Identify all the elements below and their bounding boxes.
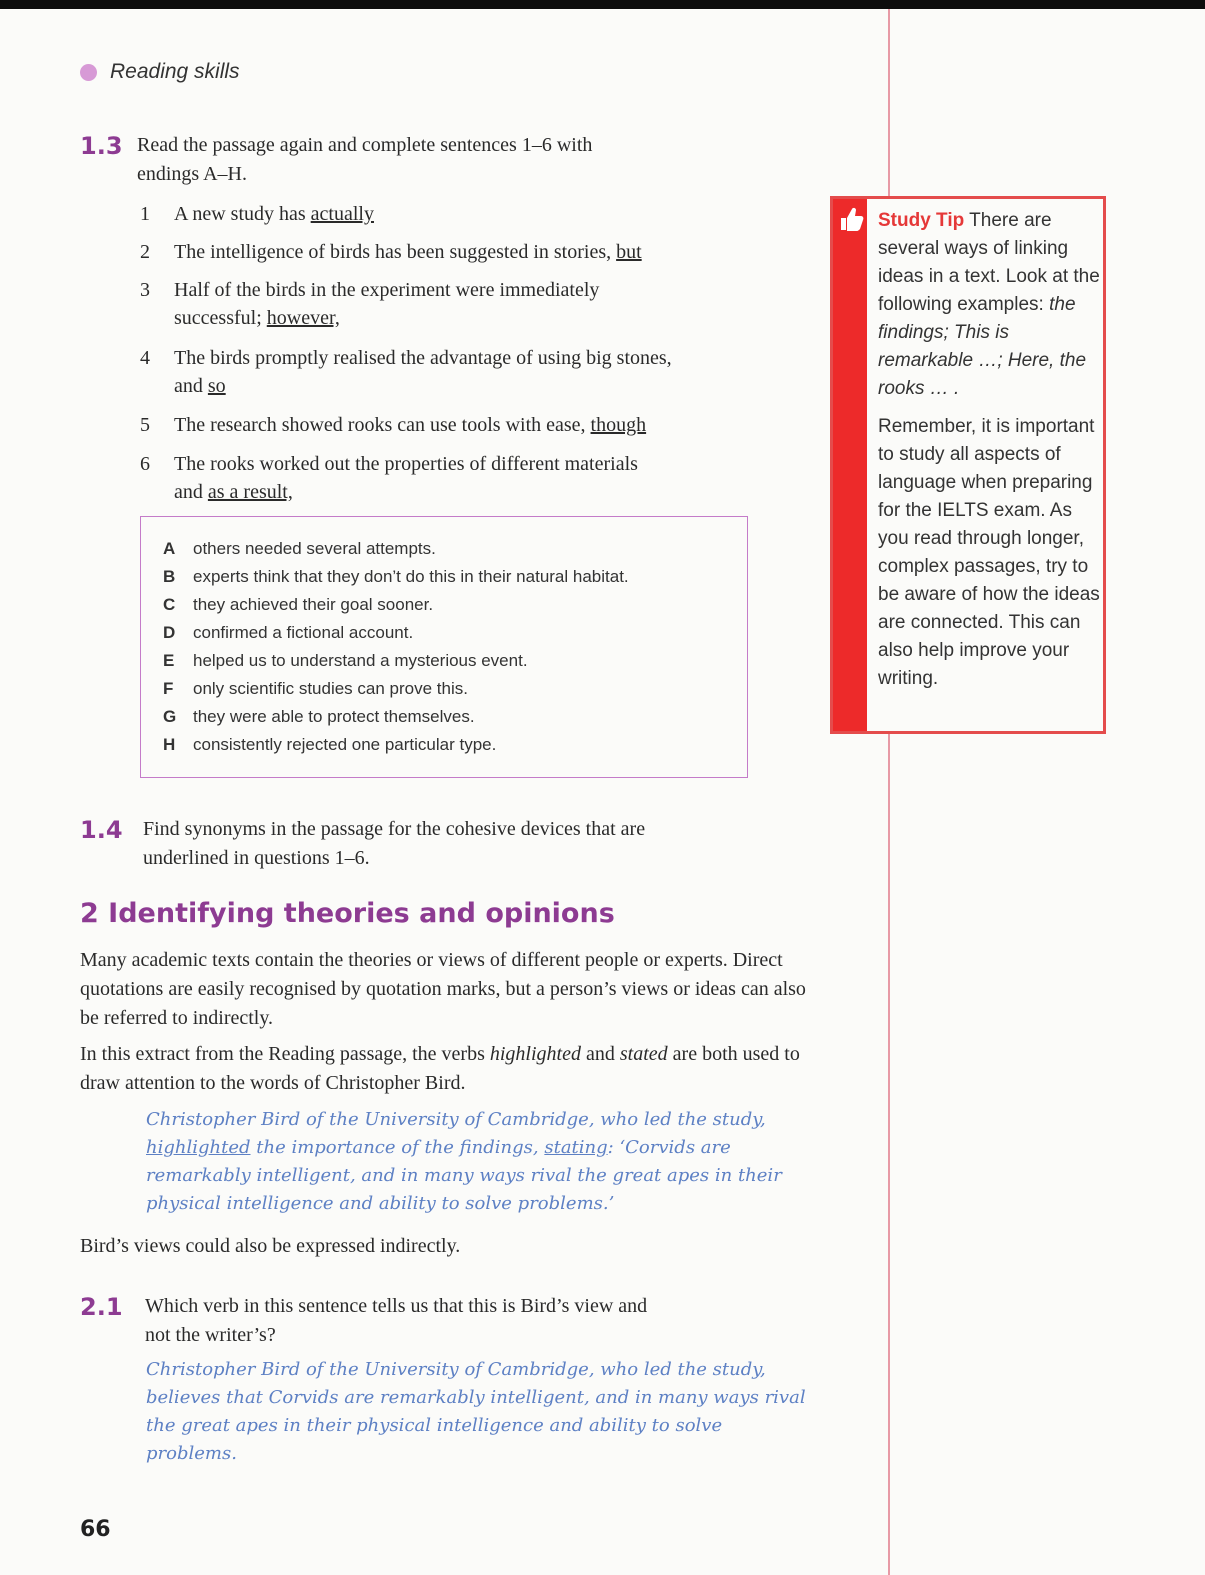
prompt-line: endings A–H. <box>137 163 247 185</box>
item-number: 5 <box>140 414 150 436</box>
bird-quote: Christopher Bird of the University of Cambridge, who led the study, highlighted the importance of the findings, stating: ‘Corvids are remarkably intelligent, and in many ways rival the great apes in their physical intelligence and ability to solve problems.’ <box>146 1109 782 1214</box>
study-tip-bar <box>833 199 867 731</box>
ending-item: A others needed several attempts. <box>163 539 436 558</box>
question-number-1-4: 1.4 <box>80 816 123 844</box>
study-tip-title: Study Tip <box>878 210 965 231</box>
ending-item: H consistently rejected one particular type. <box>163 735 497 754</box>
ending-item: B experts think that they don’t do this in their natural habitat. <box>163 567 629 586</box>
stating-verb: stating <box>544 1137 608 1158</box>
endings-box <box>140 516 748 778</box>
ending-item: C they achieved their goal sooner. <box>163 595 434 614</box>
item-number: 3 <box>140 279 150 301</box>
underlined-device: however, <box>266 307 340 329</box>
extract-paragraph: In this extract from the Reading passage, the verbs highlighted and stated are both used to draw attention to the words of Christopher Bird. <box>80 1043 800 1094</box>
ending-item: F only scientific studies can prove this. <box>163 679 468 698</box>
underlined-device: but <box>616 241 642 263</box>
prompt-line: underlined in questions 1–6. <box>143 847 370 869</box>
ending-item: E helped us to understand a mysterious event. <box>163 651 528 670</box>
item-text: A new study has actually <box>174 203 374 225</box>
ending-item: G they were able to protect themselves. <box>163 707 475 726</box>
section-heading: 2 Identifying theories and opinions <box>80 898 615 929</box>
indirect-paragraph: Bird’s views could also be expressed indirectly. <box>80 1235 461 1257</box>
study-tip-box <box>830 196 1106 734</box>
section-dot-icon <box>80 64 97 81</box>
intro-paragraph: Many academic texts contain the theories or views of different people or experts. Direct quotations are easily recognised by quotation marks, but a person’s views or ideas can also be referred to indirectly. <box>80 949 806 1029</box>
question-2-1-prompt <box>145 1292 805 1350</box>
highlighted-verb: highlighted <box>146 1137 251 1158</box>
item-text: Half of the birds in the experiment were immediately successful; however, <box>174 279 600 329</box>
item-text: The rooks worked out the properties of different materials and as a result, <box>174 453 638 503</box>
item-text: The intelligence of birds has been suggested in stories, but <box>174 241 642 263</box>
item-number: 6 <box>140 453 150 475</box>
prompt-line: not the writer’s? <box>145 1324 276 1346</box>
underlined-device: so <box>207 375 226 397</box>
prompt-line: Which verb in this sentence tells us that this is Bird’s view and <box>145 1295 648 1317</box>
question-1-3-prompt <box>137 131 777 189</box>
item-number: 4 <box>140 347 150 369</box>
section-header <box>80 60 240 84</box>
item-text: The research showed rooks can use tools with ease, though <box>174 414 647 436</box>
top-border <box>0 0 1205 9</box>
section-label: Reading skills <box>110 60 240 83</box>
item-number: 2 <box>140 241 150 263</box>
question-number-1-3: 1.3 <box>80 132 123 160</box>
question-number-2-1: 2.1 <box>80 1293 123 1321</box>
ending-item: D confirmed a fictional account. <box>163 623 414 642</box>
thumbs-up-icon <box>835 204 865 234</box>
question-1-4-prompt <box>143 815 803 873</box>
prompt-line: Read the passage again and complete sentences 1–6 with <box>137 134 593 156</box>
prompt-line: Find synonyms in the passage for the cohesive devices that are <box>143 818 646 840</box>
item-text: The birds promptly realised the advantage of using big stones, and so <box>174 347 672 397</box>
indirect-quote: Christopher Bird of the University of Cambridge, who led the study, believes that Corvids are remarkably intelligent, and in many ways rival the great apes in their physical intelligence and ability to solve problems. <box>146 1359 806 1464</box>
page-number: 66 <box>80 1517 111 1542</box>
tip-paragraph: Study Tip There are several ways of linking ideas in a text. Look at the following examples: the findings; This is remarkable …; Here, the rooks … . <box>878 210 1100 399</box>
item-number: 1 <box>140 203 150 225</box>
underlined-device: as a result, <box>207 481 293 503</box>
study-tip-text <box>878 207 1100 703</box>
tip-paragraph: Remember, it is important to study all aspects of language when preparing for the IELTS exam. As you read through longer, complex passages, try to be aware of how the ideas are connected. This can also help improve your writing. <box>878 416 1100 689</box>
underlined-device: though <box>590 414 647 436</box>
underlined-device: actually <box>310 203 374 225</box>
